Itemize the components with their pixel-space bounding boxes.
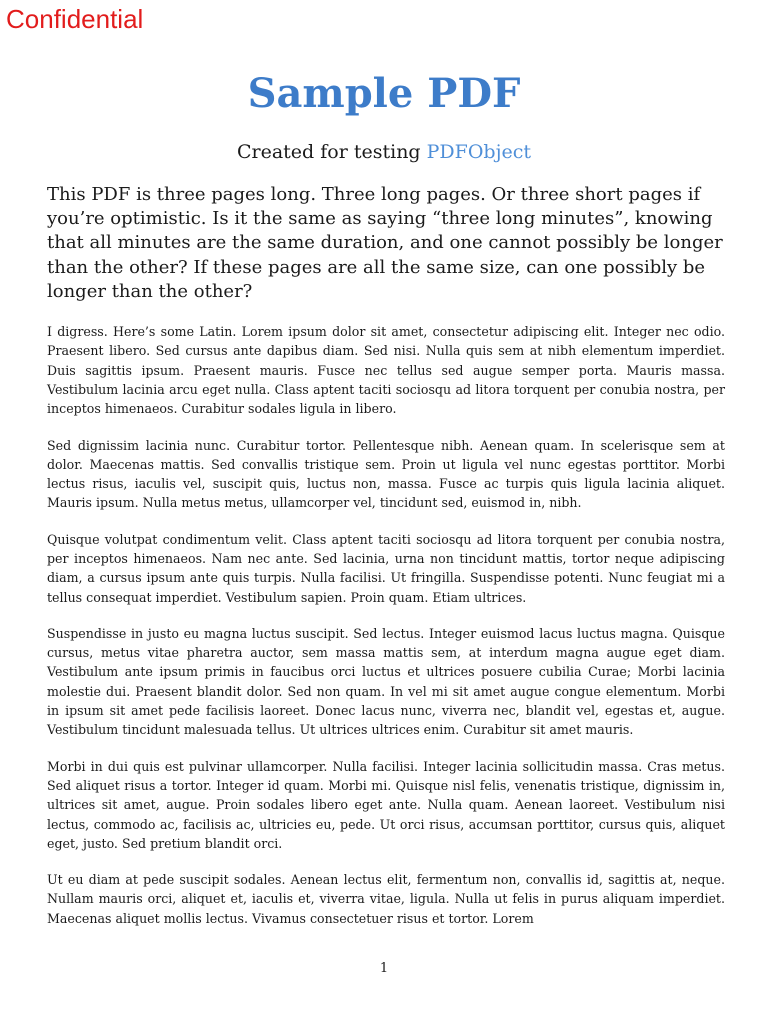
body-paragraph-1: I digress. Here’s some Latin. Lorem ipsum dolor sit amet, consectetur adipiscing elit. Integer nec odio. Praesent libero. Sed cursus ante dapibus diam. Sed nisi. Nulla quis sem at nibh elementum imperdiet. Duis sagittis ipsum. Praesent mauris. Fusce nec tellus sed augue semper porta. Mauris massa. Vestibulum lacinia arcu eget nulla. Class aptent taciti sociosqu ad litora torquent per conubia nostra, per inceptos himenaeos. Curabitur sodales ligula in libero. [47,324,725,417]
body-paragraph-5: Morbi in dui quis est pulvinar ullamcorper. Nulla facilisi. Integer lacinia sollicitudin massa. Cras metus. Sed aliquet risus a tortor. Integer id quam. Morbi mi. Quisque nisl felis, venenatis tristique, dignissim in, ultrices sit amet, augue. Proin sodales libero eget ante. Nulla quam. Aenean laoreet. Vestibulum nisi lectus, commodo ac, facilisis ac, ultricies eu, pede. Ut orci risus, accumsan porttitor, cursus quis, aliquet eget, justo. Sed pretium blandit orci. [47,758,725,851]
subtitle-prefix: Created for testing [236,141,427,163]
body-paragraph-3: Quisque volutpat condimentum velit. Class aptent taciti sociosqu ad litora torquent per conubia nostra, per inceptos himenaeos. Nam nec ante. Sed lacinia, urna non tincidunt mattis, tortor neque adipiscing diam, a cursus ipsum ante quis turpis. Nulla facilisi. Ut fringilla. Suspendisse potenti. Nunc feugiat mi a tellus consequat imperdiet. Vestibulum sapien. Proin quam. Etiam ultrices. [47,531,725,605]
lead-paragraph: This PDF is three pages long. Three long pages. Or three short pages if you’re optimistic. Is it the same as saying “three long minutes”, knowing that all minutes are the same duration, and one cannot possibly be longer than the other? If these pages are all the same size, can one possibly be longer than the other? [47,184,723,302]
body-paragraph-4: Suspendisse in justo eu magna luctus suscipit. Sed lectus. Integer euismod lacus luctus magna. Quisque cursus, metus vitae pharetra auctor, sem massa mattis sem, at interdum magna augue eget diam. Vestibulum ante ipsum primis in faucibus orci luctus et ultrices posuere cubilia Curae; Morbi lacinia molestie dui. Praesent blandit dolor. Sed non quam. In vel mi sit amet augue congue elementum. Morbi in ipsum sit amet pede facilisis laoreet. Donec lacus nunc, viverra nec, blandit vel, egestas et, augue. Vestibulum tincidunt malesuada tellus. Ut ultrices ultrices enim. Curabitur sit amet mauris. [47,625,725,738]
pdfobject-link[interactable]: PDFObject [426,141,531,163]
body-paragraph-6: Ut eu diam at pede suscipit sodales. Aenean lectus elit, fermentum non, convallis id, sagittis at, neque. Nullam mauris orci, aliquet et, iaculis et, viverra vitae, ligula. Nulla ut felis in purus aliquam imperdiet. Maecenas aliquet mollis lectus. Vivamus consectetuer risus et tortor. Lorem [47,872,725,926]
page-number: 1 [379,961,389,976]
confidential-stamp: Confidential [6,4,144,34]
body-paragraph-2: Sed dignissim lacinia nunc. Curabitur tortor. Pellentesque nibh. Aenean quam. In scelerisque sem at dolor. Maecenas mattis. Sed convallis tristique sem. Proin ut ligula vel nunc egestas porttitor. Morbi lectus risus, iaculis vel, suscipit quis, luctus non, massa. Fusce ac turpis quis ligula lacinia aliquet. Mauris ipsum. Nulla metus metus, ullamcorper vel, tincidunt sed, euismod in, nibh. [47,437,725,511]
document-body [47,183,725,945]
document-title: Sample PDF [247,70,521,117]
document-subtitle [0,140,768,165]
